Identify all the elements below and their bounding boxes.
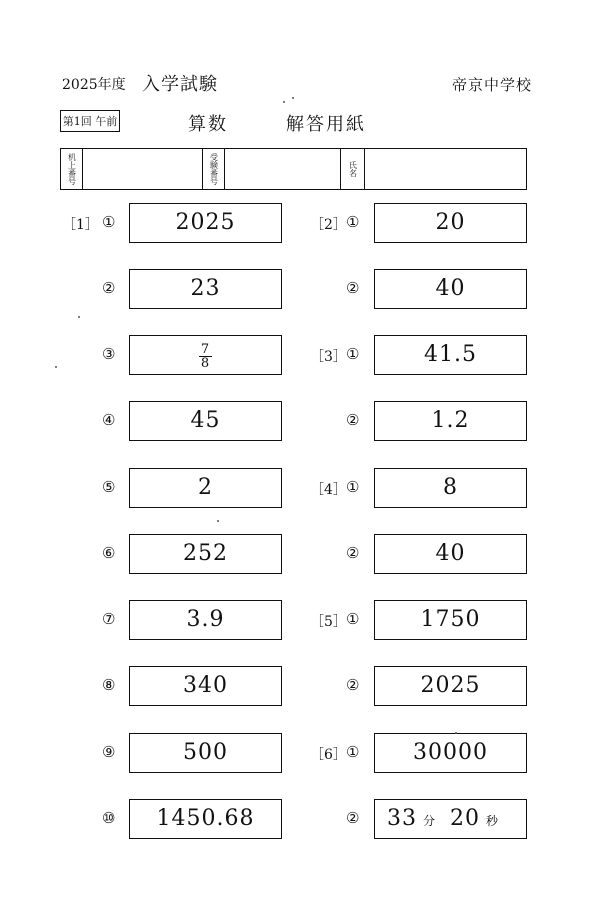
question-number: ① [346,610,360,628]
name-label: 氏名 [341,149,365,189]
question-number: ② [346,411,360,429]
answer-value: 41.5 [424,342,477,367]
fraction [199,343,212,370]
answer-box [374,269,527,309]
answer-value: 500 [183,740,228,765]
answer-box [129,269,282,309]
question-number: ⑦ [102,610,116,628]
answer-box [129,799,282,839]
question-number: ② [346,279,360,297]
question-number: ⑧ [102,676,116,694]
section-label: ［2］ [310,217,347,233]
answer-value: 1.2 [431,408,470,433]
seconds-value: 20 [450,806,481,831]
minutes-unit: 分 [423,814,437,828]
question-number: ① [346,213,360,231]
section-label: ［6］ [310,747,347,763]
desk-number-label: 机上番号 [61,149,83,189]
section-label: ［3］ [310,349,347,365]
question-number: ① [346,743,360,761]
answer-box [374,733,527,773]
answer-value: 3.9 [186,607,225,632]
fraction-denominator: 8 [200,355,211,371]
answer-value: 45 [190,408,221,433]
question-number: ① [346,478,360,496]
answer-box [374,203,527,243]
seconds-unit: 秒 [486,814,500,828]
section-label: ［5］ [310,614,347,630]
answer-value: 40 [435,276,466,301]
question-number: ② [346,676,360,694]
answer-value: 1450.68 [156,806,255,831]
session-label: 第1回 午前 [60,110,120,132]
answer-value: 2025 [420,673,481,698]
answer-box [374,468,527,508]
question-number: ⑩ [102,809,116,827]
answer-value: 2025 [175,210,236,235]
answer-value: 2 [198,475,213,500]
student-info-row [60,148,527,190]
school-name: 帝京中学校 [452,76,533,94]
exam-number-label: 受験番号 [203,149,225,189]
question-number: ② [346,809,360,827]
answer-box [129,203,282,243]
question-number: ⑨ [102,743,116,761]
question-number: ② [102,279,116,297]
question-number: ① [102,213,116,231]
answer-value: 40 [435,541,466,566]
answer-value: 8 [443,475,458,500]
question-number: ⑤ [102,478,116,496]
answer-value: 340 [183,673,228,698]
answer-box [129,534,282,574]
section-1-label: ［1］ [62,217,99,233]
question-number: ② [346,544,360,562]
question-number: ① [346,345,360,363]
answer-value: 252 [183,541,228,566]
subject-title: 算数 [188,114,228,135]
answer-box [374,335,527,375]
answer-value: 20 [435,210,466,235]
answer-box [374,401,527,441]
answer-sheet-label: 解答用紙 [286,114,366,135]
exam-title: 入学試験 [142,74,218,95]
answer-box [129,468,282,508]
exam-year: 2025年度 [62,77,126,93]
question-number: ③ [102,345,116,363]
answer-value: 1750 [420,607,481,632]
answer-box [374,534,527,574]
answer-box [374,799,527,839]
minutes-value: 33 [387,806,417,831]
answer-box [129,733,282,773]
answer-box [129,666,282,706]
question-number: ⑥ [102,544,116,562]
fraction-numerator: 7 [200,341,211,357]
answer-box [374,666,527,706]
answer-value: 23 [190,276,221,301]
answer-value: 30000 [413,740,488,765]
answer-box [129,335,282,375]
answer-box [129,600,282,640]
section-label: ［4］ [310,482,347,498]
answer-box [129,401,282,441]
answer-box [374,600,527,640]
question-number: ④ [102,411,116,429]
